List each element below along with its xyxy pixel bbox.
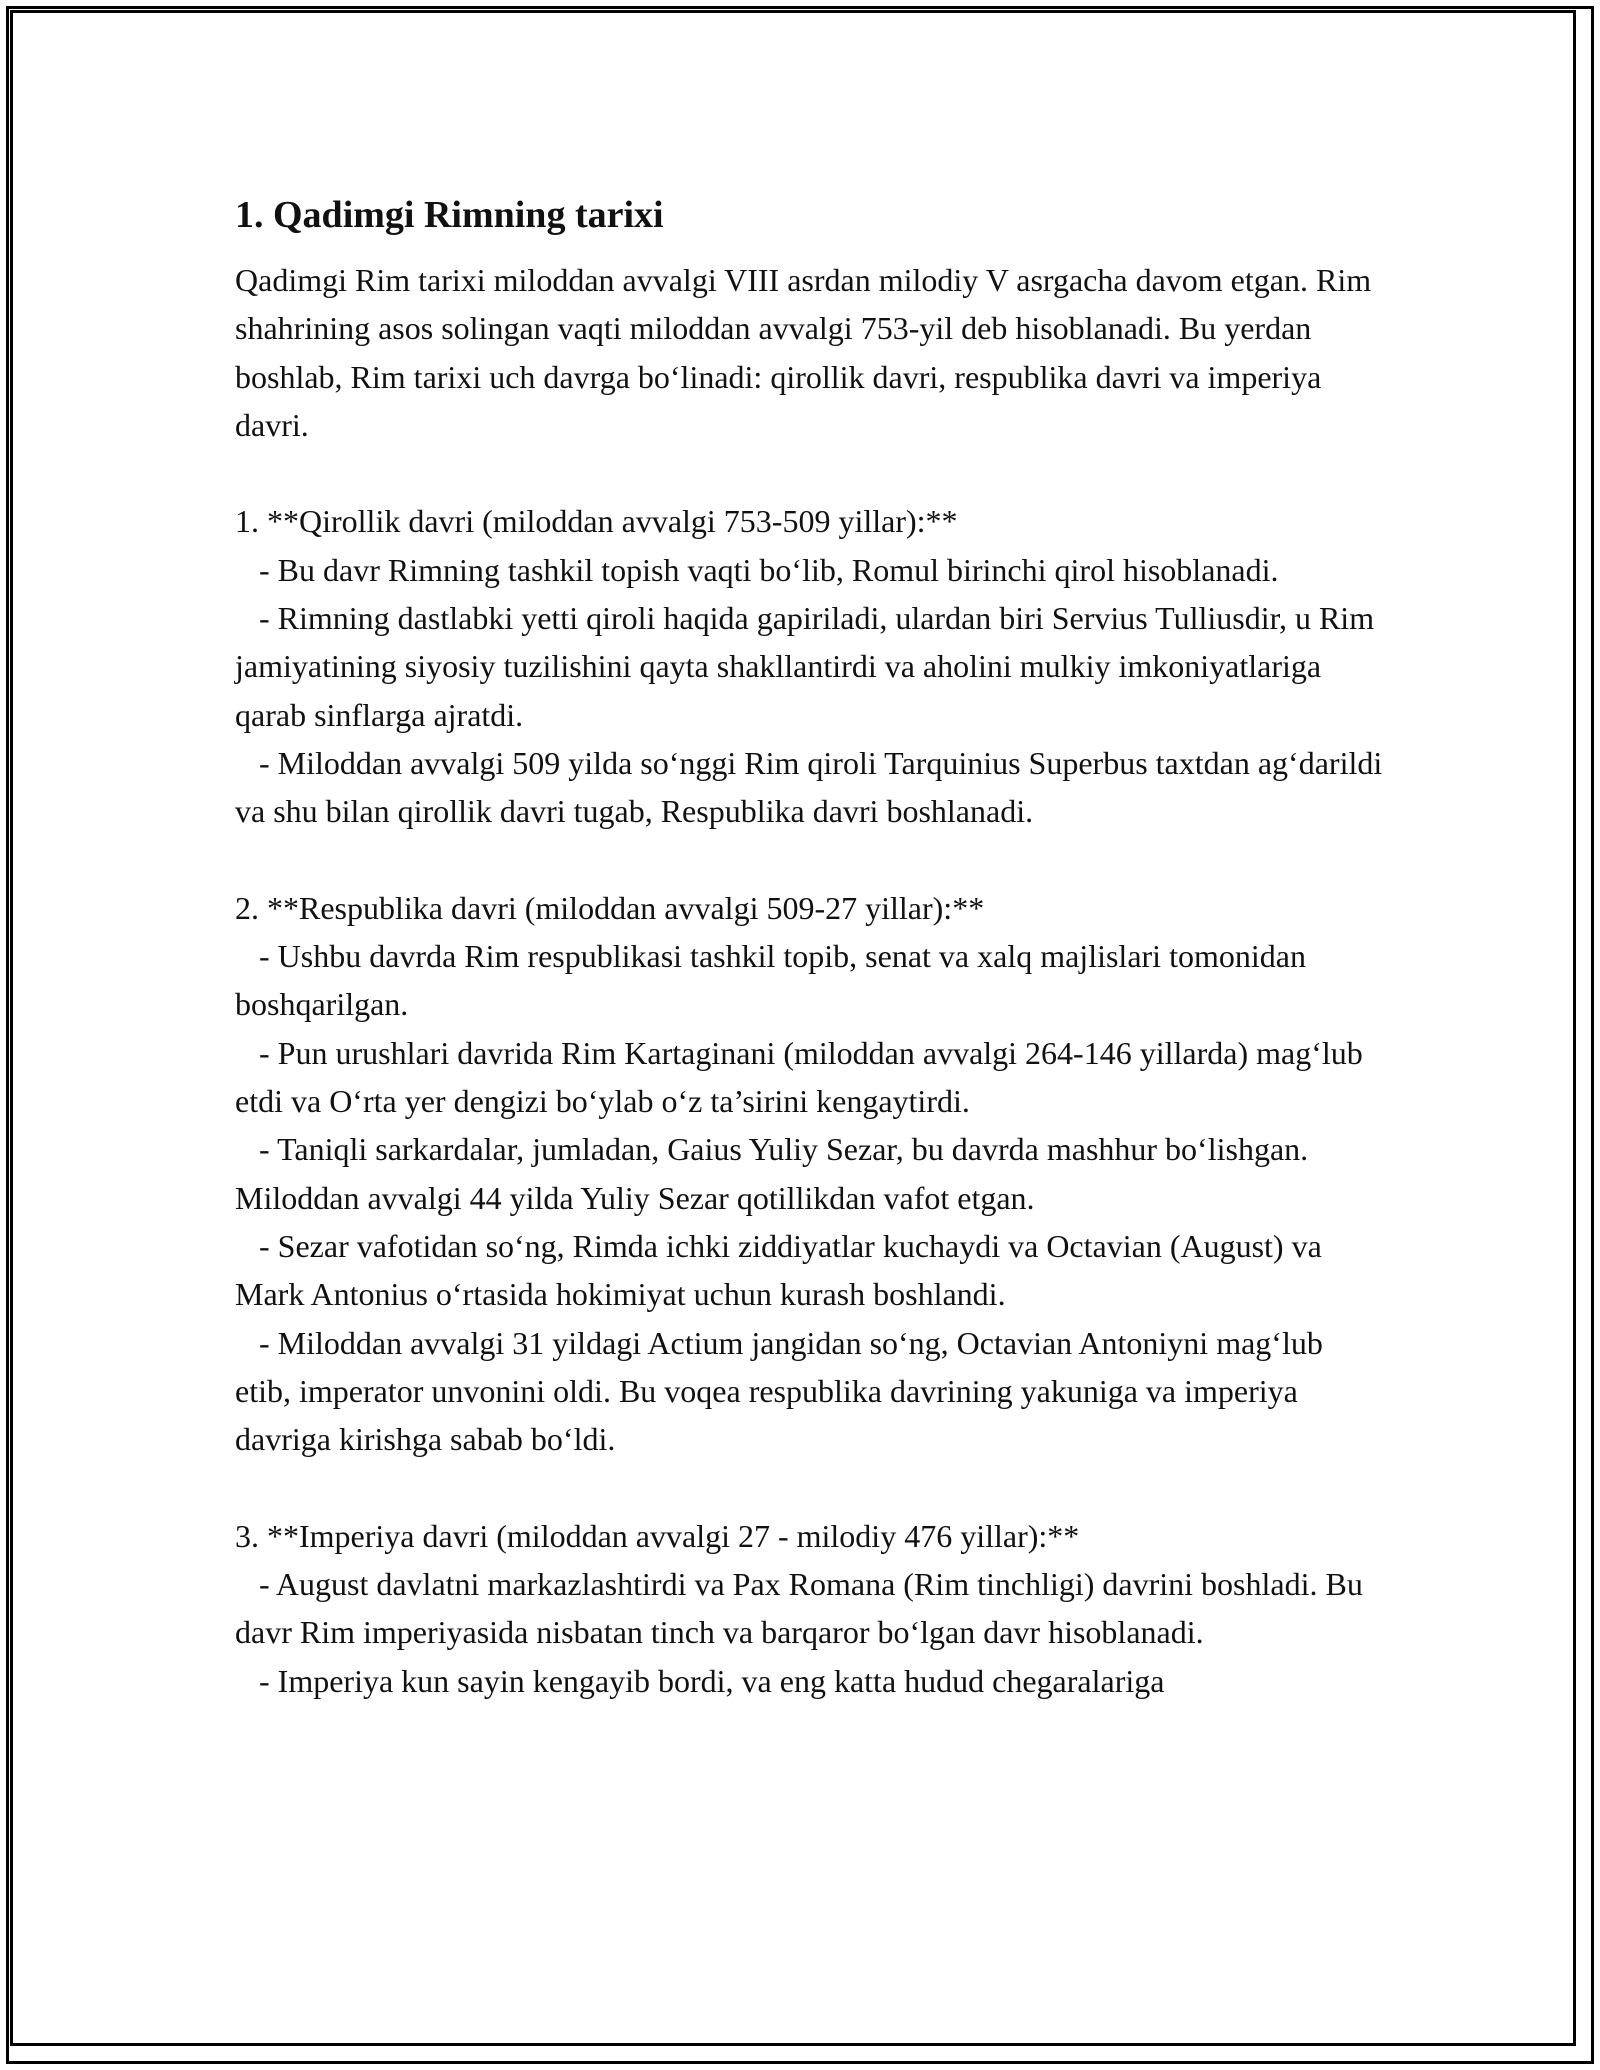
- page-title: 1. Qadimgi Rimning tarixi: [235, 194, 664, 236]
- section-heading: 1. **Qirollik davri (miloddan avvalgi 753-509 yillar):**: [235, 503, 958, 540]
- list-item: - Miloddan avvalgi 509 yilda so‘nggi Rim qiroli Tarquinius Superbus taxtdan ag‘darildi va shu bilan qirollik davri tugab, Respublika davri boshlanadi.: [235, 744, 1383, 830]
- list-item: - Imperiya kun sayin kengayib bordi, va eng katta hudud chegaralariga: [259, 1662, 1165, 1699]
- section-heading: 3. **Imperiya davri (miloddan avvalgi 27 - milodiy 476 yillar):**: [235, 1517, 1080, 1554]
- list-item: - Pun urushlari davrida Rim Kartaginani (miloddan avvalgi 264-146 yillarda) mag‘lub etdi va O‘rta yer dengizi bo‘ylab o‘z ta’sirini kengaytirdi.: [235, 1034, 1363, 1120]
- list-item: - Sezar vafotidan so‘ng, Rimda ichki ziddiyatlar kuchaydi va Octavian (August) va Mark Antonius o‘rtasida hokimiyat uchun kurash boshlandi.: [235, 1227, 1322, 1313]
- section-kingdom-period: [235, 497, 1385, 835]
- list-item: - Rimning dastlabki yetti qiroli haqida gapiriladi, ulardan biri Servius Tulliusdir, u Rim jamiyatining siyosiy tuzilishini qayta shakllantirdi va aholini mulkiy imkoniyatlariga qarab sinflarga ajratdi.: [235, 600, 1375, 733]
- list-item: - Miloddan avvalgi 31 yildagi Actium jangidan so‘ng, Octavian Antoniyni mag‘lub etib, imperator unvonini oldi. Bu voqea respublika davrining yakuniga va imperiya davriga kirishga sabab bo‘ldi.: [235, 1324, 1323, 1458]
- intro-paragraph: Qadimgi Rim tarixi miloddan avvalgi VIII asrdan milodiy V asrgacha davom etgan. Rim shahrining asos solingan vaqti miloddan avvalgi 753-yil deb hisoblanadi. Bu yerdan boshlab, Rim tarixi uch davrga bo‘linadi: qirollik davri, respublika davri va imperiya davri.: [235, 262, 1372, 443]
- list-item: - Bu davr Rimning tashkil topish vaqti bo‘lib, Romul birinchi qirol hisoblanadi.: [259, 551, 1279, 588]
- section-republic-period: [235, 884, 1385, 1464]
- list-item: - Taniqli sarkardalar, jumladan, Gaius Yuliy Sezar, bu davrda mashhur bo‘lishgan. Miloddan avvalgi 44 yilda Yuliy Sezar qotillikdan vafot etgan.: [235, 1131, 1309, 1216]
- list-item: - Ushbu davrda Rim respublikasi tashkil topib, senat va xalq majlislari tomonidan boshqarilgan.: [235, 938, 1306, 1023]
- list-item: - August davlatni markazlashtirdi va Pax Romana (Rim tinchligi) davrini boshladi. Bu davr Rim imperiyasida nisbatan tinch va barqaror bo‘lgan davr hisoblanadi.: [235, 1566, 1363, 1651]
- section-empire-period: [235, 1512, 1385, 1705]
- section-heading: 2. **Respublika davri (miloddan avvalgi 509-27 yillar):**: [235, 889, 985, 926]
- document-body: [235, 186, 1385, 1705]
